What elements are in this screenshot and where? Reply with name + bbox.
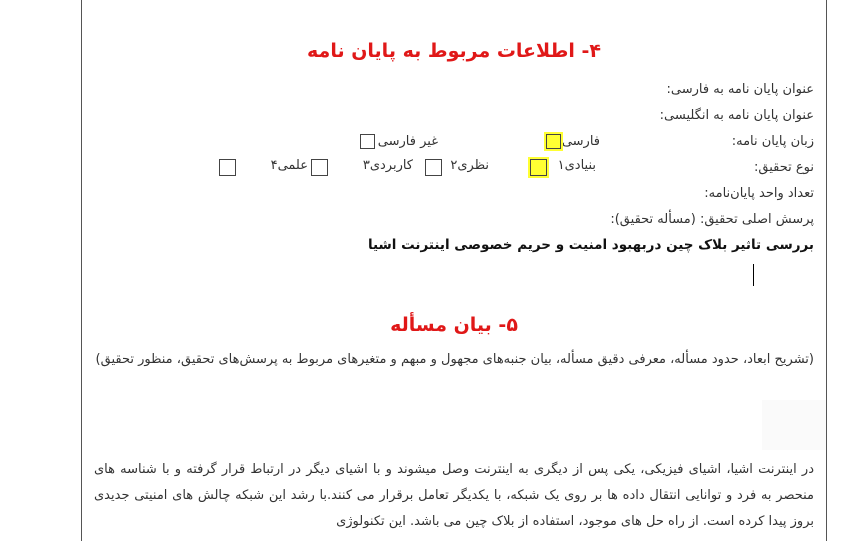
language-other-checkbox[interactable]: [360, 134, 375, 149]
section-4-heading: ۴- اطلاعات مربوط به پایان نامه: [307, 40, 601, 62]
language-persian-checkbox[interactable]: [546, 134, 561, 149]
research-type-scientific-checkbox[interactable]: [219, 159, 236, 176]
research-type-applied-label: کاربردی۳: [362, 158, 413, 173]
main-question-label: پرسش اصلی تحقیق: (مسأله تحقیق):: [610, 212, 814, 227]
problem-statement-body[interactable]: در اینترنت اشیا، اشیای فیزیکی، یکی پس از دیگری به اینترنت وصل میشوند و با اشیای دیگر در ارتباط قرار گرفته و با شناسه های منحصر به فرد و توانایی انتقال داده ها بر روی یک شبکه، با یکدیگر تعامل برقرار می کنند.با رشد این شبکه چالش های امنیتی جدیدی بروز پیدا کرده است. از راه حل های موجود، استفاده از بلاک چین می باشد. این تکنولوژی: [94, 462, 814, 529]
research-type-basic-checkbox[interactable]: [530, 159, 547, 176]
research-type-applied-checkbox[interactable]: [311, 159, 328, 176]
research-type-theoretical-label: نظری۲: [450, 158, 489, 173]
research-type-scientific-label: علمی۴: [270, 158, 308, 173]
research-type-theoretical-checkbox[interactable]: [425, 159, 442, 176]
page-shade: [762, 400, 826, 450]
main-question-value: بررسی تاثیر بلاک چین دربهبود امنیت و حریم خصوصی اینترنت اشیا: [367, 237, 814, 253]
units-label: تعداد واحد پایان‌نامه:: [704, 186, 814, 201]
language-option-persian-label: فارسی: [561, 134, 600, 149]
research-type-basic-label: بنیادی۱: [557, 158, 596, 173]
problem-statement-hint: (تشریح ابعاد، حدود مسأله، معرفی دقیق مسأله، بیان جنبه‌های مجهول و مبهم و متغیرهای مربوط به پرسش‌های تحقیق، منظور تحقیق): [95, 352, 814, 367]
text-cursor: [753, 264, 754, 286]
language-option-other-label: غیر فارسی: [377, 134, 438, 149]
thesis-title-fa-label: عنوان پایان نامه به فارسی:: [666, 82, 814, 97]
document-page: [81, 0, 827, 541]
thesis-title-en-label: عنوان پایان نامه به انگلیسی:: [659, 108, 814, 123]
research-type-label: نوع تحقیق:: [754, 160, 814, 175]
section-5-heading: ۵- بیان مسأله: [390, 314, 518, 336]
language-label: زبان پایان نامه:: [731, 134, 814, 149]
